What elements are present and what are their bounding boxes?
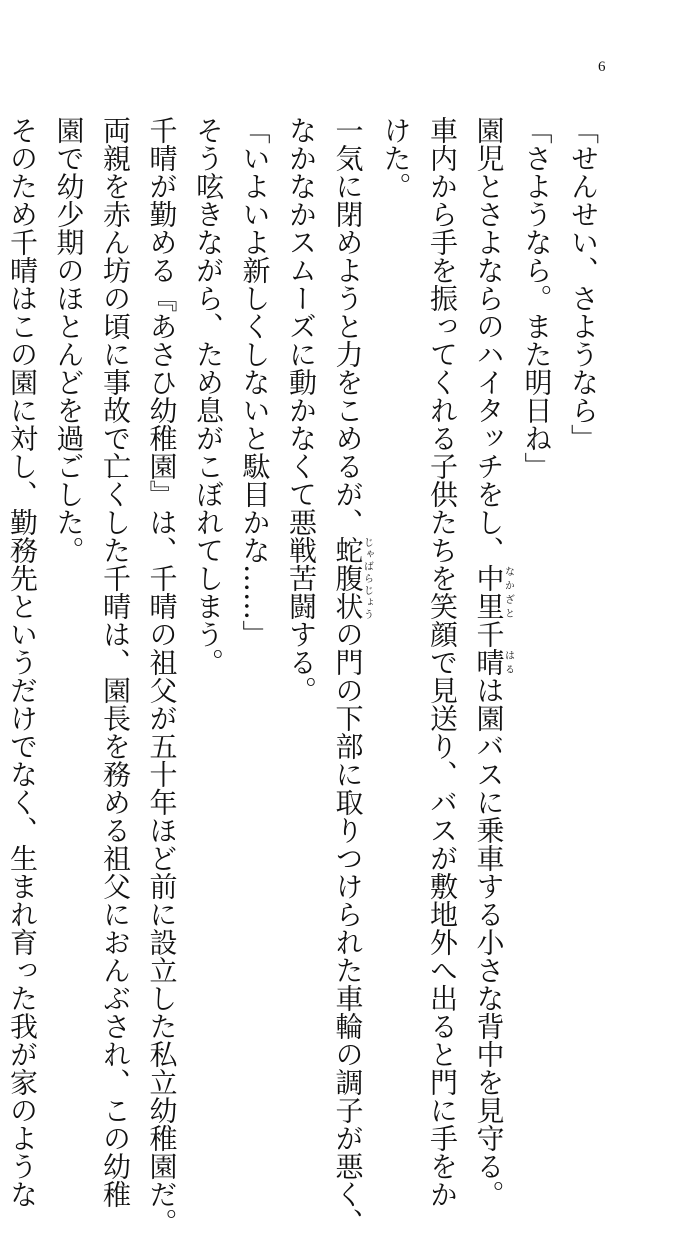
text-segment: 園児とさよならのハイタッチをし、 <box>472 116 506 564</box>
text-line: そのため千晴はこの園に対し、勤務先というだけでなく、生まれ育った我が家のような <box>6 116 39 1208</box>
ruby-reading: じゃばらじょう <box>361 536 373 620</box>
ruby-name-given <box>472 648 514 676</box>
text-segment: 一気に閉めようと力をこめるが、 <box>331 116 365 536</box>
text-line-with-ruby <box>324 116 373 1236</box>
ruby-base: 蛇腹状 <box>331 536 365 620</box>
text-line: けた。 <box>379 116 413 200</box>
text-line: 千晴が勤める『あさひ幼稚園』は、千晴の祖父が五十年ほど前に設立した私立幼稚園だ。 <box>145 116 179 1236</box>
page-number: 6 <box>598 59 606 75</box>
vertical-text-body <box>0 116 606 1236</box>
ruby-reading: はる <box>502 648 514 676</box>
text-segment: 千 <box>472 620 506 648</box>
ruby-reading: なかざと <box>502 564 514 620</box>
ruby-base: 晴 <box>472 648 506 676</box>
text-line-with-ruby <box>465 116 514 1208</box>
text-segment: は園バスに乗車する小さな背中を見守る。 <box>472 676 506 1208</box>
ruby-base: 中里 <box>472 564 506 620</box>
text-line: 園で幼少期のほとんどを過ごした。 <box>52 116 86 564</box>
ruby-jabarajou <box>331 536 373 620</box>
ruby-name-surname <box>472 564 514 620</box>
text-segment: の門の下部に取りつけられた車輪の調子が悪く、 <box>331 620 365 1236</box>
text-line: 「せんせい、さようなら」 <box>567 116 600 452</box>
text-line: 「さようなら。また明日ね」 <box>520 116 554 480</box>
text-line: 「いよいよ新しくしないと駄目かな……」 <box>238 116 272 648</box>
text-line: そう呟きながら、ため息がこぼれてしまう。 <box>192 116 225 676</box>
text-line: 両親を赤ん坊の頃に事故で亡くした千晴は、園長を務める祖父におんぶされ、この幼稚 <box>99 116 132 1208</box>
text-line: なかなかスムーズに動かなくて悪戦苦闘する。 <box>285 116 318 704</box>
text-line: 車内から手を振ってくれる子供たちを笑顔で見送り、バスが敷地外へ出ると門に手をか <box>426 116 459 1208</box>
